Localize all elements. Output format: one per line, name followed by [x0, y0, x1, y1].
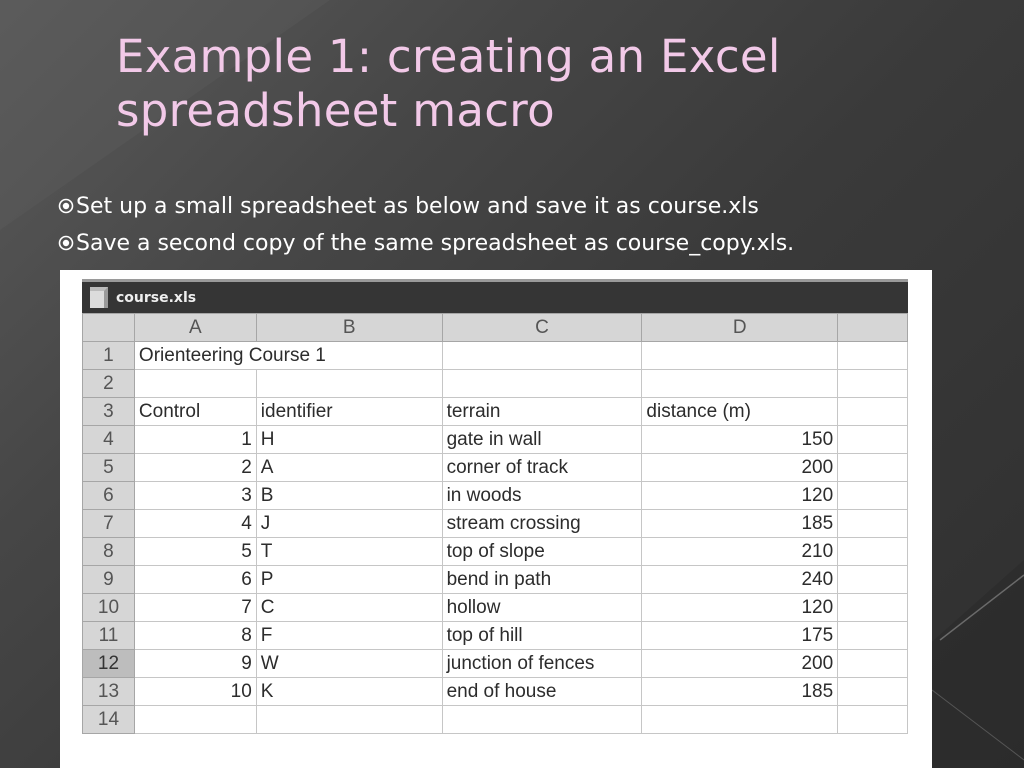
table-row [83, 622, 908, 650]
cell-title[interactable]: Orienteering Course 1 [134, 342, 442, 370]
cell-control[interactable]: 2 [134, 454, 256, 482]
cell-distance[interactable]: 200 [642, 650, 838, 678]
cell-identifier[interactable]: W [256, 650, 442, 678]
table-row [83, 538, 908, 566]
cell-control[interactable]: 5 [134, 538, 256, 566]
column-header-e[interactable] [838, 314, 908, 342]
cell-identifier[interactable]: A [256, 454, 442, 482]
table-row [83, 482, 908, 510]
cell[interactable] [442, 706, 642, 734]
cell[interactable] [256, 706, 442, 734]
window-title: course.xls [116, 289, 197, 306]
row-header[interactable]: 11 [83, 622, 135, 650]
cell-identifier[interactable]: J [256, 510, 442, 538]
table-row [83, 678, 908, 706]
column-header-d[interactable]: D [642, 314, 838, 342]
cell-terrain[interactable]: end of house [442, 678, 642, 706]
row-header[interactable]: 1 [83, 342, 135, 370]
cell[interactable] [838, 594, 908, 622]
cell[interactable] [134, 706, 256, 734]
row-header[interactable]: 4 [83, 426, 135, 454]
bullet-text: Save a second copy of the same spreadsheet as course_copy.xls. [76, 231, 795, 256]
cell[interactable] [838, 426, 908, 454]
table-row [83, 426, 908, 454]
spreadsheet-screenshot [60, 270, 932, 768]
cell-terrain[interactable]: corner of track [442, 454, 642, 482]
cell-distance[interactable]: 120 [642, 594, 838, 622]
cell-identifier[interactable]: T [256, 538, 442, 566]
bullet-item [58, 225, 1018, 262]
cell-identifier[interactable]: C [256, 594, 442, 622]
cell[interactable] [838, 622, 908, 650]
cell-identifier[interactable]: P [256, 566, 442, 594]
table-row [83, 510, 908, 538]
table-row [83, 706, 908, 734]
excel-window [82, 282, 908, 742]
cell-distance[interactable]: 185 [642, 678, 838, 706]
cell[interactable] [642, 370, 838, 398]
cell-control[interactable]: 1 [134, 426, 256, 454]
row-header[interactable]: 5 [83, 454, 135, 482]
table-row [83, 650, 908, 678]
cell-identifier[interactable]: F [256, 622, 442, 650]
row-header[interactable]: 9 [83, 566, 135, 594]
table-row [83, 594, 908, 622]
column-header-a[interactable]: A [134, 314, 256, 342]
cell[interactable] [838, 482, 908, 510]
cell-identifier[interactable]: K [256, 678, 442, 706]
cell-terrain[interactable]: in woods [442, 482, 642, 510]
cell-control[interactable]: 10 [134, 678, 256, 706]
row-header-active[interactable]: 12 [83, 650, 135, 678]
row-header[interactable]: 2 [83, 370, 135, 398]
row-header[interactable]: 7 [83, 510, 135, 538]
cell-control[interactable]: 7 [134, 594, 256, 622]
circle-bullet-icon [58, 235, 74, 251]
cell-control[interactable]: 6 [134, 566, 256, 594]
cell[interactable] [442, 370, 642, 398]
cell-terrain[interactable]: gate in wall [442, 426, 642, 454]
row-header[interactable]: 3 [83, 398, 135, 426]
row-header[interactable]: 6 [83, 482, 135, 510]
cell-control[interactable]: 9 [134, 650, 256, 678]
cell[interactable] [838, 454, 908, 482]
cell-distance[interactable]: 185 [642, 510, 838, 538]
cell-terrain[interactable]: top of hill [442, 622, 642, 650]
cell[interactable] [838, 678, 908, 706]
cell-distance[interactable]: 120 [642, 482, 838, 510]
column-header-row [83, 314, 908, 342]
bullet-text: Set up a small spreadsheet as below and save it as course.xls [76, 194, 759, 219]
cell-distance[interactable]: 240 [642, 566, 838, 594]
cell[interactable] [838, 510, 908, 538]
cell-distance[interactable]: 200 [642, 454, 838, 482]
row-header[interactable]: 13 [83, 678, 135, 706]
slide-title-line-1: Example 1: creating an Excel [116, 30, 781, 83]
cell-identifier[interactable]: B [256, 482, 442, 510]
cell[interactable] [838, 706, 908, 734]
cell[interactable] [838, 538, 908, 566]
column-header-b[interactable]: B [256, 314, 442, 342]
column-header-c[interactable]: C [442, 314, 642, 342]
cell[interactable] [256, 370, 442, 398]
table-row [83, 566, 908, 594]
cell-distance[interactable]: 210 [642, 538, 838, 566]
document-icon [90, 287, 108, 308]
cell-distance[interactable]: 175 [642, 622, 838, 650]
table-row [83, 370, 908, 398]
table-row [83, 398, 908, 426]
header-cell-distance[interactable]: distance (m) [642, 398, 838, 426]
cell[interactable] [838, 370, 908, 398]
cell[interactable] [838, 566, 908, 594]
cell[interactable] [134, 370, 256, 398]
cell[interactable] [838, 650, 908, 678]
cell[interactable] [838, 398, 908, 426]
row-header[interactable]: 10 [83, 594, 135, 622]
cell[interactable] [642, 342, 838, 370]
cell-terrain[interactable]: junction of fences [442, 650, 642, 678]
bullet-item [58, 188, 1018, 225]
circle-bullet-icon [58, 198, 74, 214]
table-row [83, 342, 908, 370]
row-header[interactable]: 14 [83, 706, 135, 734]
header-cell-control[interactable]: Control [134, 398, 256, 426]
header-cell-terrain[interactable]: terrain [442, 398, 642, 426]
cell[interactable] [838, 342, 908, 370]
slide-title-line-2: spreadsheet macro [116, 84, 555, 137]
cell-terrain[interactable]: top of slope [442, 538, 642, 566]
spreadsheet-grid [82, 313, 908, 734]
cell[interactable] [642, 706, 838, 734]
cell-distance[interactable]: 150 [642, 426, 838, 454]
cell-control[interactable]: 3 [134, 482, 256, 510]
cell-control[interactable]: 4 [134, 510, 256, 538]
cell-terrain[interactable]: hollow [442, 594, 642, 622]
slide-title [116, 30, 976, 138]
cell-terrain[interactable]: stream crossing [442, 510, 642, 538]
cell-identifier[interactable]: H [256, 426, 442, 454]
cell-terrain[interactable]: bend in path [442, 566, 642, 594]
cell-control[interactable]: 8 [134, 622, 256, 650]
row-header[interactable]: 8 [83, 538, 135, 566]
header-cell-identifier[interactable]: identifier [256, 398, 442, 426]
bullet-list [58, 188, 1018, 262]
cell[interactable] [442, 342, 642, 370]
select-all-corner[interactable] [83, 314, 135, 342]
table-row [83, 454, 908, 482]
excel-titlebar [82, 282, 908, 313]
